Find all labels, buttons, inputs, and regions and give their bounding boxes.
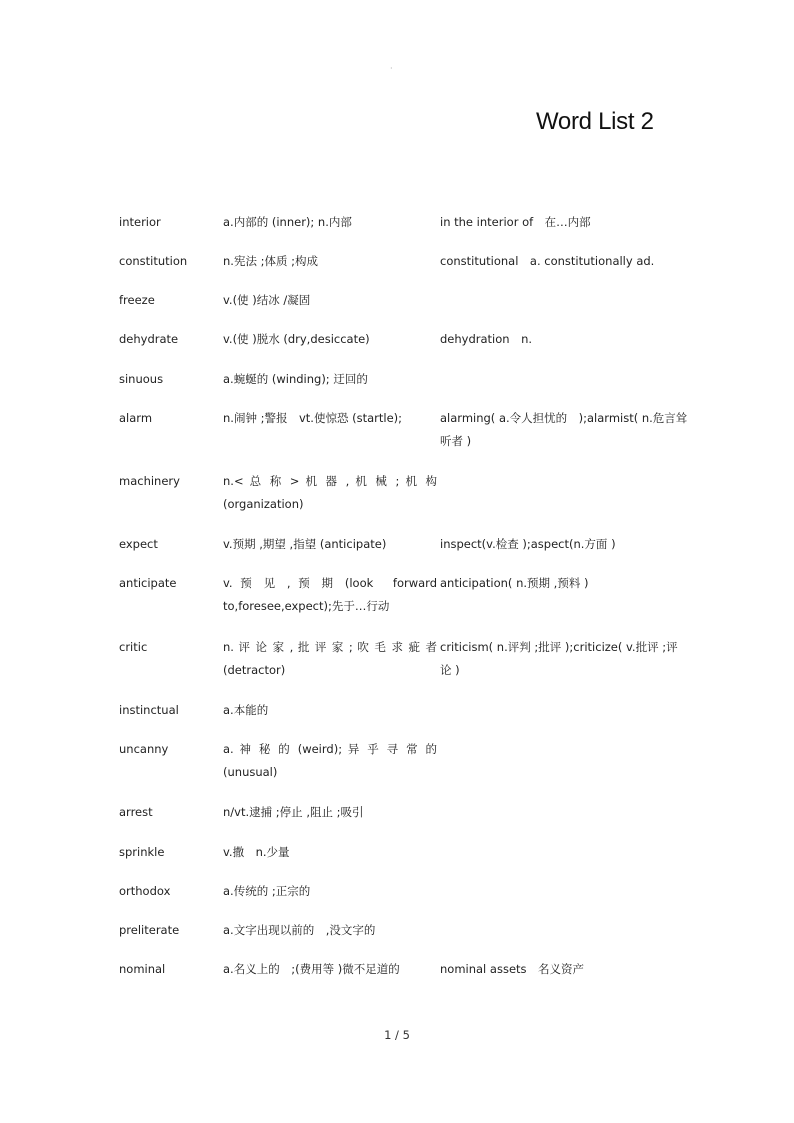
entry-related: in the interior of 在…内部 bbox=[440, 215, 591, 229]
entry-meaning: n.< 总 称 > 机 器 , 机 械 ; 机 构 (organization) bbox=[223, 474, 437, 511]
entry-word: preliterate bbox=[119, 923, 180, 937]
entry-word: sinuous bbox=[119, 372, 164, 386]
page-dot-mark: · bbox=[390, 64, 393, 73]
entry-word: critic bbox=[119, 640, 148, 654]
entry-word: anticipate bbox=[119, 576, 177, 590]
entry-meaning: n/vt.逮捕 ;停止 ,阻止 ;吸引 bbox=[223, 805, 364, 819]
page-title: Word List 2 bbox=[536, 108, 654, 135]
entry-word: uncanny bbox=[119, 742, 169, 756]
entry-related: criticism( n.评判 ;批评 );criticize( v.批评 ;评论 ) bbox=[440, 640, 678, 677]
entry-meaning: a.名义上的 ;(费用等 )微不足道的 bbox=[223, 962, 400, 976]
entry-meaning: n. 评 论 家 , 批 评 家 ; 吹 毛 求 疵 者 (detractor) bbox=[223, 640, 437, 677]
entry-meaning: n.闹钟 ;警报 vt.使惊恐 (startle); bbox=[223, 411, 403, 425]
entry-word: alarm bbox=[119, 411, 153, 425]
entry-related: constitutional a. constitutionally ad. bbox=[440, 254, 655, 268]
entry-meaning: v.(使 )结冰 /凝固 bbox=[223, 293, 311, 307]
entry-word: expect bbox=[119, 537, 158, 551]
entry-related: nominal assets 名义资产 bbox=[440, 962, 585, 976]
page-number: 1 / 5 bbox=[384, 1028, 410, 1042]
entry-related: inspect(v.检查 );aspect(n.方面 ) bbox=[440, 537, 616, 551]
entry-meaning: a.蜿蜒的 (winding); 迂回的 bbox=[223, 372, 368, 386]
entry-meaning: n.宪法 ;体质 ;构成 bbox=[223, 254, 319, 268]
entry-meaning: v. 预 见 , 预 期 (look forward to,foresee,expect);先于…行动 bbox=[223, 576, 437, 613]
entry-meaning: a.本能的 bbox=[223, 703, 269, 717]
entry-meaning: a.内部的 (inner); n.内部 bbox=[223, 215, 352, 229]
entry-meaning: a.文字出现以前的 ,没文字的 bbox=[223, 923, 376, 937]
entry-word: constitution bbox=[119, 254, 188, 268]
entry-meaning: v.撒 n.少量 bbox=[223, 845, 290, 859]
entry-word: arrest bbox=[119, 805, 153, 819]
entry-meaning: a. 神 秘 的 (weird); 异 乎 寻 常 的 (unusual) bbox=[223, 742, 437, 779]
entry-meaning: a.传统的 ;正宗的 bbox=[223, 884, 311, 898]
entry-word: freeze bbox=[119, 293, 155, 307]
entry-related: anticipation( n.预期 ,预料 ) bbox=[440, 576, 589, 590]
entry-related: dehydration n. bbox=[440, 332, 533, 346]
entry-meaning: v.(使 )脱水 (dry,desiccate) bbox=[223, 332, 370, 346]
entry-word: sprinkle bbox=[119, 845, 165, 859]
entry-word: nominal bbox=[119, 962, 166, 976]
entry-word: machinery bbox=[119, 474, 180, 488]
entry-related: alarming( a.令人担忧的 );alarmist( n.危言耸听者 ) bbox=[440, 411, 688, 448]
entry-word: orthodox bbox=[119, 884, 171, 898]
entry-word: dehydrate bbox=[119, 332, 179, 346]
entry-meaning: v.预期 ,期望 ,指望 (anticipate) bbox=[223, 537, 387, 551]
entry-word: interior bbox=[119, 215, 161, 229]
entry-word: instinctual bbox=[119, 703, 179, 717]
